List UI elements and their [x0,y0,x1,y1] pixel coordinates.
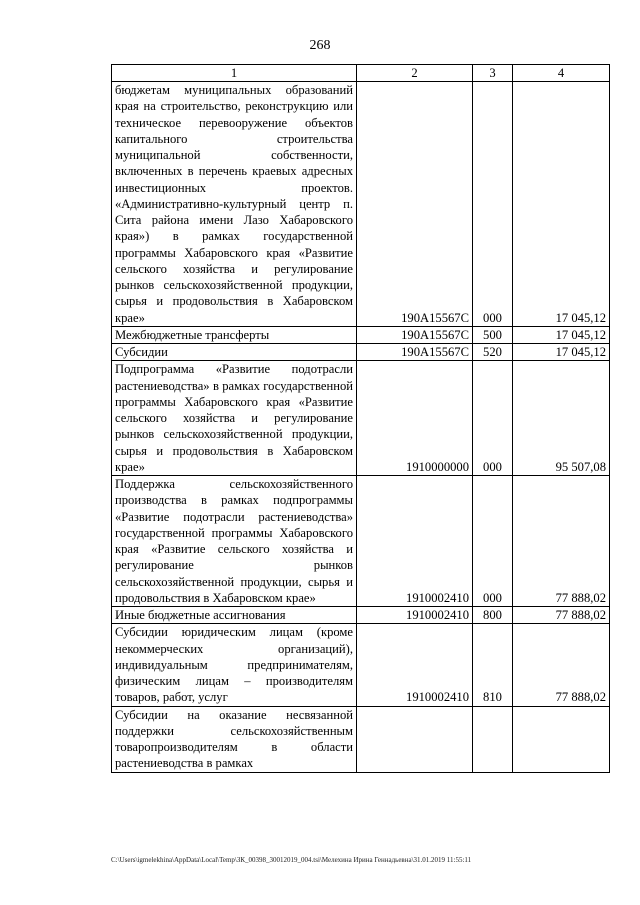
column-header-4: 4 [513,65,610,82]
row-name: Поддержка сельскохозяйственного производства в рамках подпрограммы «Развитие подотрасли растениеводства» государственной программы Хабаровского края «Развитие сельского хозяйства и регулирование рынков сельскохозяйственной продукции, сырья и продовольствия в Хабаровском крае» [112,476,357,607]
row-vr: 500 [473,326,513,343]
row-amount [513,706,610,772]
row-amount: 77 888,02 [513,624,610,706]
column-header-1: 1 [112,65,357,82]
row-amount: 17 045,12 [513,326,610,343]
row-vr: 810 [473,624,513,706]
row-name: Субсидии юридическим лицам (кроме некоммерческих организаций), индивидуальным предпринимателям, физическим лицам – производителям товаров, работ, услуг [112,624,357,706]
row-amount: 17 045,12 [513,82,610,327]
column-header-2: 2 [357,65,473,82]
row-amount: 77 888,02 [513,476,610,607]
table-row [112,361,610,476]
row-name: Подпрограмма «Развитие подотрасли растениеводства» в рамках государственной программы Хабаровского края «Развитие сельского хозяйства и регулирование рынков сельскохозяйственной продукции, сырья и продовольствия в Хабаровском крае» [112,361,357,476]
row-code: 190А15567С [357,326,473,343]
row-code: 1910002410 [357,624,473,706]
table-row [112,82,610,327]
table-row [112,476,610,607]
row-code: 1910002410 [357,476,473,607]
table-row [112,624,610,706]
row-code: 1910000000 [357,361,473,476]
table-header-row [112,65,610,82]
table-row [112,344,610,361]
row-code: 1910002410 [357,607,473,624]
row-amount: 77 888,02 [513,607,610,624]
row-vr [473,706,513,772]
table-row [112,607,610,624]
row-name: Субсидии [112,344,357,361]
row-name: Иные бюджетные ассигнования [112,607,357,624]
row-name: бюджетам муниципальных образований края на строительство, реконструкцию или техническое перевооружение объектов капитального строительства муниципальной собственности, включенных в перечень краевых адресных инвестиционных проектов. «Административно-культурный центр п. Сита района имени Лазо Хабаровского края») в рамках государственной программы Хабаровского края «Развитие сельского хозяйства и регулирование рынков сельскохозяйственной продукции, сырья и продовольствия в Хабаровском крае» [112,82,357,327]
column-header-3: 3 [473,65,513,82]
row-code [357,706,473,772]
row-amount: 17 045,12 [513,344,610,361]
row-vr: 000 [473,361,513,476]
row-code: 190А15567С [357,344,473,361]
row-name: Межбюджетные трансферты [112,326,357,343]
row-vr: 520 [473,344,513,361]
page-number: 268 [309,38,331,53]
row-vr: 000 [473,476,513,607]
file-path-footer: C:\Users\igmelekhina\AppData\Local\Temp\ЗК_00398_30012019_004.tsi\Мелехина Ирина Геннадьевна\31.01.2019 11:55:11 [111,856,472,864]
table-row [112,326,610,343]
budget-table [111,64,610,773]
row-name: Субсидии на оказание несвязанной поддержки сельскохозяйственным товаропроизводителям в области растениеводства в рамках [112,706,357,772]
row-code: 190А15567С [357,82,473,327]
row-amount: 95 507,08 [513,361,610,476]
row-vr: 800 [473,607,513,624]
table-row [112,706,610,772]
row-vr: 000 [473,82,513,327]
